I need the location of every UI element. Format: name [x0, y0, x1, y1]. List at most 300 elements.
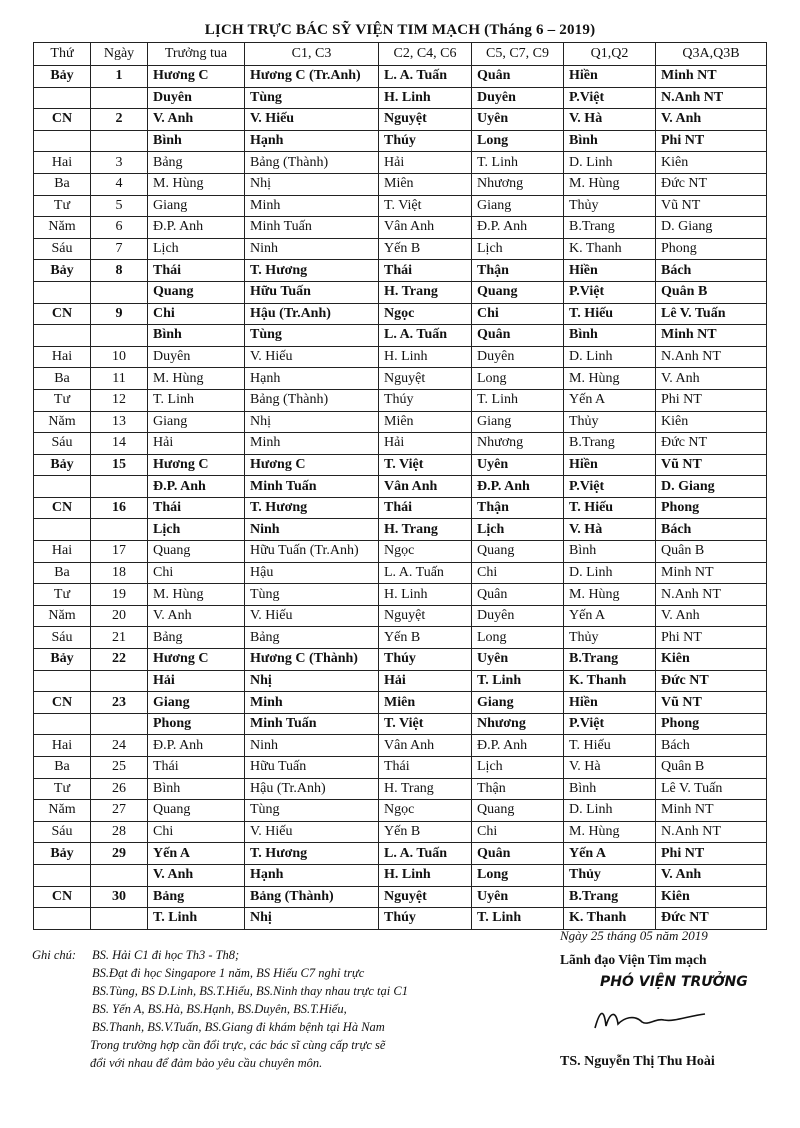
signature-block	[560, 928, 800, 1070]
q3a-q3b-cell: Phi NT	[656, 389, 767, 411]
c2-c4-c6-cell: H. Linh	[379, 584, 472, 606]
c2-c4-c6-cell: L. A. Tuấn	[379, 325, 472, 347]
c1-c3-cell: T. Hương	[245, 497, 379, 519]
q3a-q3b-cell: Phong	[656, 497, 767, 519]
c5-c7-c9-cell: T. Linh	[472, 152, 564, 174]
c1-c3-cell: Hữu Tuấn	[245, 281, 379, 303]
table-row	[34, 584, 767, 606]
header-c5-c7-c9: C5, C7, C9	[472, 43, 564, 66]
table-row	[34, 109, 767, 131]
weekday-cell: Tư	[34, 195, 91, 217]
table-row	[34, 735, 767, 757]
c2-c4-c6-cell: Ngọc	[379, 541, 472, 563]
q1-q2-cell: K. Thanh	[564, 670, 656, 692]
date-group	[34, 260, 767, 346]
c5-c7-c9-cell: Long	[472, 627, 564, 649]
chief-cell: Đ.P. Anh	[148, 217, 245, 239]
table-row	[34, 152, 767, 174]
c2-c4-c6-cell: Hải	[379, 152, 472, 174]
c2-c4-c6-cell: Miên	[379, 692, 472, 714]
weekday-cell: Tư	[34, 778, 91, 800]
weekday-cell: Hai	[34, 541, 91, 563]
q1-q2-cell: T. Hiếu	[564, 497, 656, 519]
c2-c4-c6-cell: Yến B	[379, 821, 472, 843]
chief-cell: Hương C	[148, 454, 245, 476]
q3a-q3b-cell: Đức NT	[656, 173, 767, 195]
c5-c7-c9-cell: Chi	[472, 562, 564, 584]
c5-c7-c9-cell: Thận	[472, 778, 564, 800]
c2-c4-c6-cell: Vân Anh	[379, 476, 472, 498]
date-group	[34, 541, 767, 649]
q1-q2-cell: T. Hiếu	[564, 303, 656, 325]
c2-c4-c6-cell: H. Linh	[379, 346, 472, 368]
q1-q2-cell: Thủy	[564, 195, 656, 217]
c1-c3-cell: Hậu (Tr.Anh)	[245, 303, 379, 325]
c2-c4-c6-cell: T. Việt	[379, 454, 472, 476]
table-row	[34, 649, 767, 671]
q3a-q3b-cell: Vũ NT	[656, 195, 767, 217]
chief-cell: T. Linh	[148, 908, 245, 930]
q3a-q3b-cell: Vũ NT	[656, 692, 767, 714]
q3a-q3b-cell: Bách	[656, 519, 767, 541]
table-row	[34, 605, 767, 627]
q3a-q3b-cell: Lê V. Tuấn	[656, 303, 767, 325]
weekday-cell: Năm	[34, 217, 91, 239]
table-row	[34, 87, 767, 109]
weekday-cell: Hai	[34, 735, 91, 757]
table-row	[34, 713, 767, 735]
q3a-q3b-cell: D. Giang	[656, 476, 767, 498]
weekday-cell	[34, 130, 91, 152]
chief-cell: Phong	[148, 713, 245, 735]
table-row	[34, 627, 767, 649]
q1-q2-cell: P.Việt	[564, 713, 656, 735]
table-row	[34, 757, 767, 779]
c2-c4-c6-cell: H. Trang	[379, 281, 472, 303]
c5-c7-c9-cell: Quân	[472, 66, 564, 88]
weekday-cell: Hai	[34, 152, 91, 174]
q3a-q3b-cell: Lê V. Tuấn	[656, 778, 767, 800]
c5-c7-c9-cell: Chi	[472, 303, 564, 325]
weekday-cell: CN	[34, 497, 91, 519]
q1-q2-cell: D. Linh	[564, 346, 656, 368]
q3a-q3b-cell: Đức NT	[656, 433, 767, 455]
q1-q2-cell: Bình	[564, 130, 656, 152]
c1-c3-cell: Hương C	[245, 454, 379, 476]
q1-q2-cell: V. Hà	[564, 109, 656, 131]
date-cell: 13	[91, 411, 148, 433]
c2-c4-c6-cell: Thúy	[379, 908, 472, 930]
date-cell: 19	[91, 584, 148, 606]
c1-c3-cell: V. Hiếu	[245, 605, 379, 627]
header-q3a-q3b: Q3A,Q3B	[656, 43, 767, 66]
weekday-cell: Bảy	[34, 260, 91, 282]
date-group	[34, 152, 767, 260]
q1-q2-cell: M. Hùng	[564, 821, 656, 843]
q1-q2-cell: B.Trang	[564, 217, 656, 239]
c5-c7-c9-cell: Giang	[472, 195, 564, 217]
c2-c4-c6-cell: L. A. Tuấn	[379, 843, 472, 865]
c5-c7-c9-cell: Chi	[472, 821, 564, 843]
weekday-cell	[34, 908, 91, 930]
date-cell: 8	[91, 260, 148, 282]
chief-cell: Bình	[148, 778, 245, 800]
q3a-q3b-cell: Đức NT	[656, 670, 767, 692]
c5-c7-c9-cell: Long	[472, 368, 564, 390]
weekday-cell	[34, 713, 91, 735]
c2-c4-c6-cell: Vân Anh	[379, 735, 472, 757]
date-cell: 4	[91, 173, 148, 195]
header-q1-q2: Q1,Q2	[564, 43, 656, 66]
chief-cell: Giang	[148, 411, 245, 433]
weekday-cell	[34, 281, 91, 303]
date-cell: 3	[91, 152, 148, 174]
note-line-6: đổi với nhau để đảm bảo yêu cầu chuyên môn.	[90, 1056, 323, 1070]
q3a-q3b-cell: Đức NT	[656, 908, 767, 930]
q1-q2-cell: V. Hà	[564, 519, 656, 541]
note-line-2: BS.Tùng, BS D.Linh, BS.T.Hiếu, BS.Ninh thay nhau trực tại C1	[92, 984, 408, 998]
q3a-q3b-cell: Minh NT	[656, 325, 767, 347]
table-row	[34, 670, 767, 692]
chief-cell: Đ.P. Anh	[148, 735, 245, 757]
c5-c7-c9-cell: Uyên	[472, 454, 564, 476]
chief-cell: Bình	[148, 130, 245, 152]
c2-c4-c6-cell: Hải	[379, 670, 472, 692]
c5-c7-c9-cell: Quân	[472, 325, 564, 347]
date-cell: 11	[91, 368, 148, 390]
c1-c3-cell: Nhị	[245, 670, 379, 692]
q3a-q3b-cell: Phi NT	[656, 843, 767, 865]
c1-c3-cell: Hạnh	[245, 368, 379, 390]
date-cell	[91, 325, 148, 347]
c2-c4-c6-cell: Yến B	[379, 238, 472, 260]
c1-c3-cell: T. Hương	[245, 843, 379, 865]
c1-c3-cell: Bảng	[245, 627, 379, 649]
c5-c7-c9-cell: Quang	[472, 281, 564, 303]
c2-c4-c6-cell: T. Việt	[379, 713, 472, 735]
table-row	[34, 519, 767, 541]
c5-c7-c9-cell: Long	[472, 130, 564, 152]
q1-q2-cell: D. Linh	[564, 800, 656, 822]
note-line-3: BS. Yến A, BS.Hà, BS.Hạnh, BS.Duyên, BS.T.Hiếu,	[92, 1002, 347, 1016]
q1-q2-cell: Thủy	[564, 864, 656, 886]
chief-cell: Quang	[148, 800, 245, 822]
c2-c4-c6-cell: Miên	[379, 173, 472, 195]
weekday-cell	[34, 864, 91, 886]
table-row	[34, 389, 767, 411]
date-cell	[91, 713, 148, 735]
c2-c4-c6-cell: Yến B	[379, 627, 472, 649]
date-group	[34, 346, 767, 454]
c1-c3-cell: Minh Tuấn	[245, 217, 379, 239]
c1-c3-cell: Minh	[245, 692, 379, 714]
date-cell: 5	[91, 195, 148, 217]
date-cell: 1	[91, 66, 148, 88]
chief-cell: Duyên	[148, 346, 245, 368]
header-date: Ngày	[91, 43, 148, 66]
weekday-cell: Bảy	[34, 649, 91, 671]
c2-c4-c6-cell: L. A. Tuấn	[379, 562, 472, 584]
c2-c4-c6-cell: L. A. Tuấn	[379, 66, 472, 88]
signer-name: TS. Nguyễn Thị Thu Hoài	[560, 1054, 715, 1069]
c1-c3-cell: Bảng (Thành)	[245, 389, 379, 411]
note-line-0: Ghi chú: BS. Hải C1 đi học Th3 - Th8;	[32, 948, 240, 962]
date-cell: 9	[91, 303, 148, 325]
c2-c4-c6-cell: Thái	[379, 260, 472, 282]
chief-cell: Hải	[148, 433, 245, 455]
chief-cell: Giang	[148, 692, 245, 714]
table-row	[34, 303, 767, 325]
weekday-cell: Ba	[34, 173, 91, 195]
weekday-cell: Năm	[34, 411, 91, 433]
table-row	[34, 800, 767, 822]
c5-c7-c9-cell: Nhương	[472, 433, 564, 455]
q3a-q3b-cell: Bách	[656, 735, 767, 757]
date-cell: 17	[91, 541, 148, 563]
weekday-cell	[34, 519, 91, 541]
c5-c7-c9-cell: Uyên	[472, 649, 564, 671]
table-row	[34, 886, 767, 908]
c5-c7-c9-cell: T. Linh	[472, 908, 564, 930]
chief-cell: Hương C	[148, 649, 245, 671]
chief-cell: M. Hùng	[148, 584, 245, 606]
date-group	[34, 649, 767, 735]
chief-cell: Lịch	[148, 238, 245, 260]
q1-q2-cell: D. Linh	[564, 152, 656, 174]
c2-c4-c6-cell: Thúy	[379, 649, 472, 671]
c5-c7-c9-cell: Lịch	[472, 757, 564, 779]
c5-c7-c9-cell: Nhương	[472, 173, 564, 195]
header-weekday: Thứ	[34, 43, 91, 66]
q3a-q3b-cell: V. Anh	[656, 109, 767, 131]
chief-cell: Đ.P. Anh	[148, 476, 245, 498]
weekday-cell: Năm	[34, 800, 91, 822]
weekday-cell: Bảy	[34, 454, 91, 476]
date-cell	[91, 519, 148, 541]
c1-c3-cell: Hữu Tuấn	[245, 757, 379, 779]
weekday-cell: Ba	[34, 562, 91, 584]
header-chief: Trưởng tua	[148, 43, 245, 66]
date-cell: 10	[91, 346, 148, 368]
c5-c7-c9-cell: Thận	[472, 260, 564, 282]
c1-c3-cell: Nhị	[245, 411, 379, 433]
signature-org: Lãnh đạo Viện Tim mạch	[560, 952, 707, 967]
q3a-q3b-cell: V. Anh	[656, 605, 767, 627]
q1-q2-cell: M. Hùng	[564, 368, 656, 390]
date-group	[34, 735, 767, 843]
q1-q2-cell: P.Việt	[564, 476, 656, 498]
q3a-q3b-cell: N.Anh NT	[656, 346, 767, 368]
q1-q2-cell: B.Trang	[564, 886, 656, 908]
chief-cell: Chi	[148, 303, 245, 325]
c2-c4-c6-cell: Thúy	[379, 389, 472, 411]
chief-cell: Lịch	[148, 519, 245, 541]
q3a-q3b-cell: Phong	[656, 238, 767, 260]
table-row	[34, 66, 767, 88]
date-cell	[91, 908, 148, 930]
c2-c4-c6-cell: Thái	[379, 497, 472, 519]
chief-cell: Chi	[148, 821, 245, 843]
c1-c3-cell: Minh	[245, 195, 379, 217]
c1-c3-cell: Minh Tuấn	[245, 476, 379, 498]
q3a-q3b-cell: Kiên	[656, 411, 767, 433]
q1-q2-cell: Hiền	[564, 692, 656, 714]
q3a-q3b-cell: Vũ NT	[656, 454, 767, 476]
q3a-q3b-cell: N.Anh NT	[656, 584, 767, 606]
c2-c4-c6-cell: Thái	[379, 757, 472, 779]
chief-cell: V. Anh	[148, 109, 245, 131]
c1-c3-cell: Hương C (Tr.Anh)	[245, 66, 379, 88]
q1-q2-cell: K. Thanh	[564, 908, 656, 930]
date-group	[34, 454, 767, 540]
c1-c3-cell: Hương C (Thành)	[245, 649, 379, 671]
chief-cell: Bảng	[148, 886, 245, 908]
c5-c7-c9-cell: Uyên	[472, 109, 564, 131]
q3a-q3b-cell: Kiên	[656, 886, 767, 908]
table-row	[34, 908, 767, 930]
c5-c7-c9-cell: Giang	[472, 411, 564, 433]
table-row	[34, 217, 767, 239]
table-row	[34, 368, 767, 390]
table-row	[34, 260, 767, 282]
weekday-cell: Sáu	[34, 433, 91, 455]
table-row	[34, 541, 767, 563]
c5-c7-c9-cell: T. Linh	[472, 670, 564, 692]
c2-c4-c6-cell: H. Linh	[379, 87, 472, 109]
q3a-q3b-cell: Minh NT	[656, 562, 767, 584]
table-row	[34, 130, 767, 152]
q3a-q3b-cell: Kiên	[656, 152, 767, 174]
date-cell: 26	[91, 778, 148, 800]
q3a-q3b-cell: V. Anh	[656, 864, 767, 886]
weekday-cell: Hai	[34, 346, 91, 368]
c1-c3-cell: Minh Tuấn	[245, 713, 379, 735]
date-cell	[91, 281, 148, 303]
c2-c4-c6-cell: H. Trang	[379, 778, 472, 800]
q3a-q3b-cell: Phi NT	[656, 627, 767, 649]
chief-cell: Thái	[148, 757, 245, 779]
document-title: LỊCH TRỰC BÁC SỸ VIỆN TIM MẠCH (Tháng 6 – 2019)	[204, 22, 596, 38]
c5-c7-c9-cell: Đ.P. Anh	[472, 217, 564, 239]
date-cell: 14	[91, 433, 148, 455]
weekday-cell	[34, 87, 91, 109]
q3a-q3b-cell: V. Anh	[656, 368, 767, 390]
c1-c3-cell: Nhị	[245, 173, 379, 195]
q1-q2-cell: P.Việt	[564, 87, 656, 109]
c5-c7-c9-cell: Nhương	[472, 713, 564, 735]
date-cell	[91, 670, 148, 692]
c1-c3-cell: Tùng	[245, 325, 379, 347]
weekday-cell: Năm	[34, 605, 91, 627]
c2-c4-c6-cell: Miên	[379, 411, 472, 433]
chief-cell: Bình	[148, 325, 245, 347]
note-line-1: BS.Đạt đi học Singapore 1 năm, BS Hiếu C7 nghỉ trực	[92, 966, 365, 980]
handwritten-signature	[590, 1000, 800, 1040]
q1-q2-cell: P.Việt	[564, 281, 656, 303]
weekday-cell: CN	[34, 692, 91, 714]
q1-q2-cell: Bình	[564, 325, 656, 347]
q3a-q3b-cell: Phong	[656, 713, 767, 735]
q3a-q3b-cell: Quân B	[656, 541, 767, 563]
weekday-cell: CN	[34, 109, 91, 131]
q1-q2-cell: Yến A	[564, 605, 656, 627]
chief-cell: Bảng	[148, 152, 245, 174]
note-line-5: Trong trường hợp cần đổi trực, các bác sĩ cùng cấp trực sẽ	[90, 1038, 386, 1052]
c2-c4-c6-cell: Nguyệt	[379, 886, 472, 908]
weekday-cell	[34, 476, 91, 498]
c5-c7-c9-cell: Duyên	[472, 87, 564, 109]
c2-c4-c6-cell: Ngọc	[379, 800, 472, 822]
table-row	[34, 325, 767, 347]
weekday-cell: CN	[34, 303, 91, 325]
weekday-cell: Ba	[34, 368, 91, 390]
weekday-cell	[34, 325, 91, 347]
date-cell: 15	[91, 454, 148, 476]
chief-cell: Thái	[148, 260, 245, 282]
c2-c4-c6-cell: Vân Anh	[379, 217, 472, 239]
table-row	[34, 497, 767, 519]
date-cell	[91, 87, 148, 109]
chief-cell: Chi	[148, 562, 245, 584]
q3a-q3b-cell: Kiên	[656, 649, 767, 671]
chief-cell: V. Anh	[148, 605, 245, 627]
q1-q2-cell: Bình	[564, 778, 656, 800]
table-row	[34, 433, 767, 455]
table-row	[34, 346, 767, 368]
q1-q2-cell: K. Thanh	[564, 238, 656, 260]
date-cell: 2	[91, 109, 148, 131]
notes-section	[32, 946, 572, 1072]
weekday-cell: Tư	[34, 389, 91, 411]
c5-c7-c9-cell: Quang	[472, 800, 564, 822]
q3a-q3b-cell: Quân B	[656, 281, 767, 303]
c2-c4-c6-cell: H. Linh	[379, 864, 472, 886]
chief-cell: T. Linh	[148, 389, 245, 411]
date-cell: 27	[91, 800, 148, 822]
c1-c3-cell: V. Hiếu	[245, 109, 379, 131]
table-row	[34, 454, 767, 476]
date-cell: 30	[91, 886, 148, 908]
c2-c4-c6-cell: T. Việt	[379, 195, 472, 217]
q1-q2-cell: Thủy	[564, 627, 656, 649]
chief-cell: Thái	[148, 497, 245, 519]
c2-c4-c6-cell: Thúy	[379, 130, 472, 152]
c1-c3-cell: Hậu	[245, 562, 379, 584]
c5-c7-c9-cell: Duyên	[472, 605, 564, 627]
header-row	[34, 43, 767, 66]
date-cell: 25	[91, 757, 148, 779]
weekday-cell: Bảy	[34, 66, 91, 88]
c5-c7-c9-cell: T. Linh	[472, 389, 564, 411]
signature-date: Ngày 25 tháng 05 năm 2019	[560, 928, 708, 943]
c5-c7-c9-cell: Đ.P. Anh	[472, 476, 564, 498]
q3a-q3b-cell: Quân B	[656, 757, 767, 779]
c1-c3-cell: Hậu (Tr.Anh)	[245, 778, 379, 800]
weekday-cell: Bảy	[34, 843, 91, 865]
note-line-4: BS.Thanh, BS.V.Tuấn, BS.Giang đi khám bệnh tại Hà Nam	[92, 1020, 385, 1034]
c1-c3-cell: Bảng (Thành)	[245, 152, 379, 174]
c5-c7-c9-cell: Quân	[472, 843, 564, 865]
chief-cell: Giang	[148, 195, 245, 217]
chief-cell: M. Hùng	[148, 368, 245, 390]
date-cell: 6	[91, 217, 148, 239]
q1-q2-cell: Hiền	[564, 260, 656, 282]
date-cell: 20	[91, 605, 148, 627]
c5-c7-c9-cell: Đ.P. Anh	[472, 735, 564, 757]
c2-c4-c6-cell: H. Trang	[379, 519, 472, 541]
c1-c3-cell: Tùng	[245, 800, 379, 822]
q1-q2-cell: Yến A	[564, 389, 656, 411]
